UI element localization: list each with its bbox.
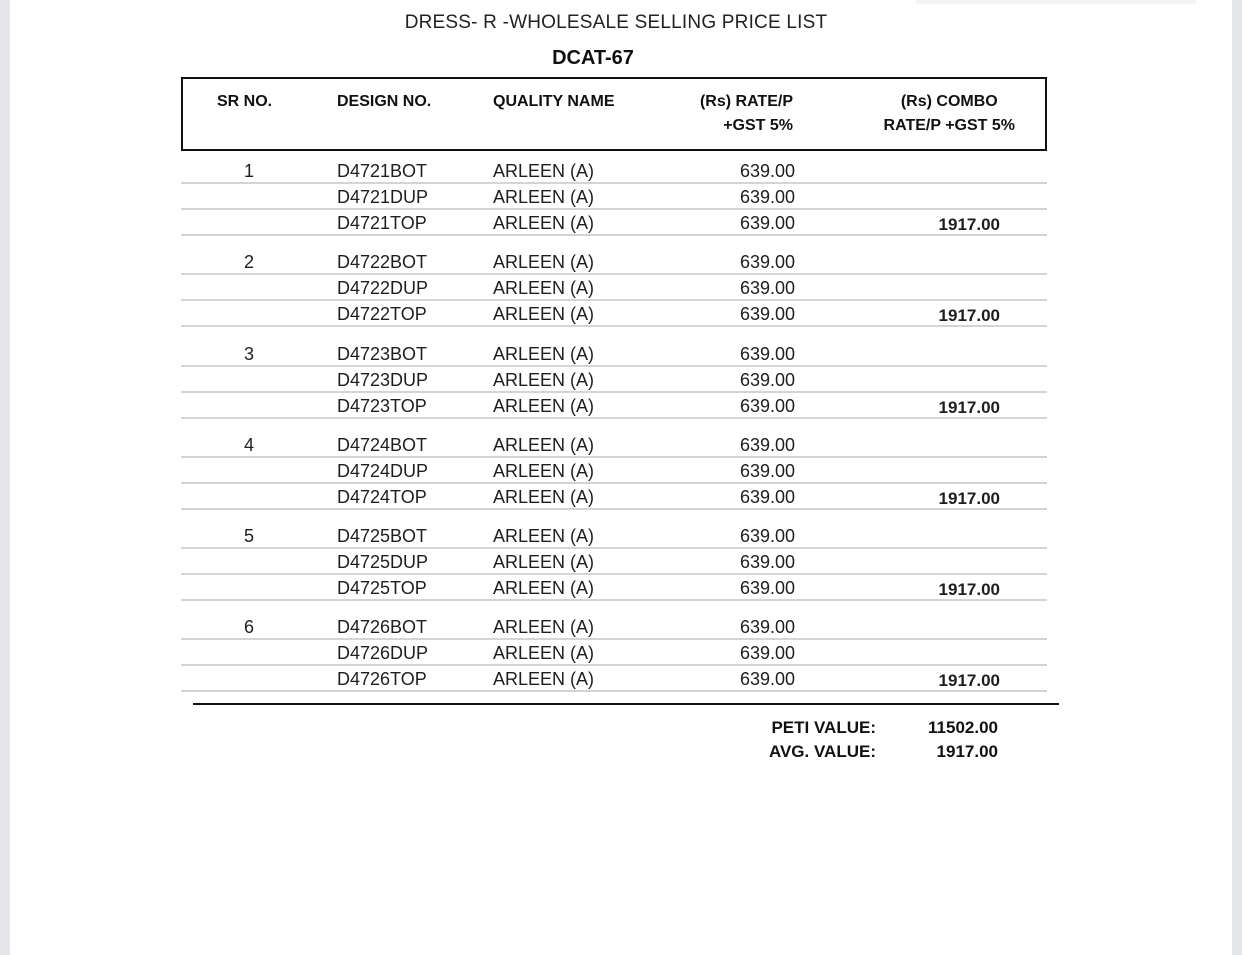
table-row	[181, 393, 1047, 419]
table-row	[181, 301, 1047, 327]
header-sr-no: SR NO.	[217, 93, 273, 110]
table-body	[181, 158, 1047, 706]
quality-name-cell: ARLEEN (A)	[493, 343, 595, 364]
product-group	[181, 614, 1047, 705]
combo-rate-cell: 1917.00	[938, 215, 1000, 234]
sr-no-cell: 6	[243, 617, 254, 638]
quality-name-cell: ARLEEN (A)	[493, 526, 595, 547]
rate-cell: 639.00	[739, 252, 795, 273]
quality-name-cell: ARLEEN (A)	[493, 460, 595, 481]
rate-cell: 639.00	[739, 526, 795, 547]
table-row	[181, 484, 1047, 510]
peti-value: 11502.00	[928, 718, 998, 737]
peti-value-label: PETI VALUE:	[771, 718, 876, 737]
table-row	[181, 523, 1047, 549]
combo-rate-cell: 1917.00	[938, 671, 1000, 691]
header-combo-line1: (Rs) COMBO	[900, 93, 998, 110]
table-row	[181, 549, 1047, 575]
quality-name-cell: ARLEEN (A)	[493, 552, 595, 573]
table-row	[181, 249, 1047, 275]
sr-no-cell: 2	[243, 252, 254, 273]
quality-name-cell: ARLEEN (A)	[493, 643, 595, 664]
sr-no-cell: 3	[243, 343, 254, 364]
table-row	[181, 432, 1047, 458]
sr-no-cell: 5	[243, 526, 254, 547]
design-no-cell: D4721BOT	[337, 161, 428, 181]
quality-name-cell: ARLEEN (A)	[493, 161, 595, 181]
quality-name-cell: ARLEEN (A)	[493, 213, 595, 233]
rate-cell: 639.00	[739, 343, 795, 364]
rate-cell: 639.00	[739, 395, 795, 416]
quality-name-cell: ARLEEN (A)	[493, 617, 595, 638]
design-no-cell: D4722TOP	[337, 304, 427, 325]
quality-name-cell: ARLEEN (A)	[493, 187, 595, 207]
rate-cell: 639.00	[739, 369, 795, 390]
rate-cell: 639.00	[739, 552, 795, 573]
header-rate	[700, 90, 793, 138]
table-row	[181, 275, 1047, 301]
design-no-cell: D4723DUP	[337, 369, 429, 390]
header-design-no: DESIGN NO.	[337, 93, 432, 110]
quality-name-cell: ARLEEN (A)	[493, 395, 595, 416]
rate-cell: 639.00	[739, 213, 795, 233]
header-rate-line1: (Rs) RATE/P	[699, 93, 793, 110]
table-row	[181, 666, 1047, 692]
quality-name-cell: ARLEEN (A)	[493, 486, 595, 507]
product-group	[181, 249, 1047, 340]
combo-rate-cell: 1917.00	[938, 306, 1000, 326]
header-combo-line2: RATE/P +GST 5%	[883, 117, 1015, 134]
quality-name-cell: ARLEEN (A)	[493, 278, 595, 299]
header-rate-line2: +GST 5%	[723, 117, 793, 134]
design-no-cell: D4721TOP	[337, 213, 427, 233]
table-row	[181, 210, 1047, 236]
catalog-code: DCAT-67	[552, 47, 634, 69]
design-no-cell: D4723TOP	[337, 395, 427, 416]
quality-name-cell: ARLEEN (A)	[493, 252, 595, 273]
rate-cell: 639.00	[739, 278, 795, 299]
rate-cell: 639.00	[739, 669, 795, 690]
quality-name-cell: ARLEEN (A)	[493, 434, 595, 455]
table-row	[181, 367, 1047, 393]
quality-name-cell: ARLEEN (A)	[493, 669, 595, 690]
design-no-cell: D4724DUP	[337, 460, 429, 481]
design-no-cell: D4724BOT	[337, 434, 428, 455]
top-edge-shadow	[916, 0, 1196, 4]
avg-value: 1917.00	[936, 742, 998, 761]
rate-cell: 639.00	[739, 486, 795, 507]
total-divider	[193, 703, 1059, 705]
combo-rate-cell: 1917.00	[938, 580, 1000, 600]
rate-cell: 639.00	[739, 617, 795, 638]
quality-name-cell: ARLEEN (A)	[493, 304, 595, 325]
rate-cell: 639.00	[739, 643, 795, 664]
design-no-cell: D4724TOP	[337, 486, 427, 507]
product-group	[181, 341, 1047, 432]
table-header	[181, 77, 1047, 151]
header-combo	[884, 90, 1015, 138]
rate-cell: 639.00	[739, 187, 795, 207]
combo-rate-cell: 1917.00	[938, 397, 1000, 417]
header-quality-name: QUALITY NAME	[493, 93, 615, 110]
table-row	[181, 614, 1047, 640]
avg-value-label: AVG. VALUE:	[768, 742, 876, 761]
quality-name-cell: ARLEEN (A)	[493, 578, 595, 599]
table-row	[181, 158, 1047, 184]
rate-cell: 639.00	[739, 304, 795, 325]
design-no-cell: D4722BOT	[337, 252, 428, 273]
combo-rate-cell: 1917.00	[938, 488, 1000, 508]
design-no-cell: D4725TOP	[337, 578, 427, 599]
design-no-cell: D4726DUP	[337, 643, 429, 664]
table-row	[181, 640, 1047, 666]
rate-cell: 639.00	[739, 460, 795, 481]
design-no-cell: D4721DUP	[337, 187, 429, 207]
sr-no-cell: 1	[243, 161, 254, 181]
table-row	[181, 341, 1047, 367]
product-group	[181, 158, 1047, 249]
product-group	[181, 432, 1047, 523]
rate-cell: 639.00	[739, 434, 795, 455]
design-no-cell: D4725BOT	[337, 526, 428, 547]
table-row	[181, 458, 1047, 484]
product-group	[181, 523, 1047, 614]
table-row	[181, 575, 1047, 601]
document-page	[10, 0, 1232, 955]
design-no-cell: D4725DUP	[337, 552, 429, 573]
design-no-cell: D4722DUP	[337, 278, 429, 299]
table-row	[181, 184, 1047, 210]
rate-cell: 639.00	[739, 161, 795, 181]
sr-no-cell: 4	[243, 434, 254, 455]
design-no-cell: D4723BOT	[337, 343, 428, 364]
design-no-cell: D4726TOP	[337, 669, 427, 690]
rate-cell: 639.00	[739, 578, 795, 599]
quality-name-cell: ARLEEN (A)	[493, 369, 595, 390]
document-title: DRESS- R -WHOLESALE SELLING PRICE LIST	[404, 12, 828, 33]
design-no-cell: D4726BOT	[337, 617, 428, 638]
